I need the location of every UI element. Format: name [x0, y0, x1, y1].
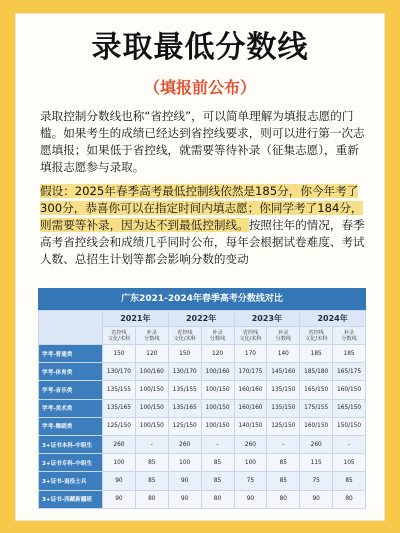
score-cell: 120 [201, 345, 234, 363]
row-category: 3+证书-西藏新疆班 [39, 490, 103, 508]
score-cell: 90 [168, 472, 201, 490]
score-cell: - [135, 435, 168, 453]
score-cell: 100 [168, 454, 201, 472]
score-cell: 100/150 [201, 381, 234, 399]
intro-paragraph: 录取控制分数线也称“省控线”，可以简单理解为填报志愿的门槛。如果考生的成绩已经达到省控线要求，则可以进行第一次志愿填报；如果低于省控线，就需要等待补录（征集志愿），重新填报志愿参与录取。 [40, 109, 365, 174]
table-row [39, 454, 366, 472]
score-cell: 165/150 [333, 399, 366, 417]
score-cell: 260 [234, 435, 267, 453]
table-row [39, 345, 366, 363]
score-cell: 150/150 [333, 417, 366, 435]
score-cell: 100/150 [201, 417, 234, 435]
score-cell: 150 [168, 345, 201, 363]
score-cell: 260 [168, 435, 201, 453]
score-cell: 165/175 [333, 363, 366, 381]
score-cell: 160/160 [234, 381, 267, 399]
subheader-supplement-line: 补录 分数线 [267, 327, 300, 345]
year-header: 2024年 [300, 311, 366, 327]
year-header: 2023年 [234, 311, 300, 327]
score-cell: 80 [135, 490, 168, 508]
score-cell: 90 [234, 490, 267, 508]
score-cell: - [267, 435, 300, 453]
score-cell: 150 [103, 345, 136, 363]
score-cell: 90 [103, 472, 136, 490]
score-cell: 80 [267, 490, 300, 508]
score-cell: 185 [333, 345, 366, 363]
score-cell: 80 [201, 490, 234, 508]
score-cell: 145/160 [267, 363, 300, 381]
score-cell: 85 [267, 472, 300, 490]
score-cell: - [201, 435, 234, 453]
subheader-control-line: 省控线 文化/术科 [103, 327, 136, 345]
score-cell: 140 [267, 345, 300, 363]
score-cell: 100/150 [135, 417, 168, 435]
score-cell: 135/150 [267, 399, 300, 417]
row-category: 学考-普通类 [39, 345, 103, 363]
score-cell: 135/165 [103, 399, 136, 417]
subheader-supplement-line: 补录 分数线 [201, 327, 234, 345]
score-cell: 140/150 [234, 417, 267, 435]
score-cell: 185 [300, 345, 333, 363]
page-subtitle: （填报前公布） [143, 78, 256, 97]
page-title: 录取最低分数线 [91, 30, 309, 65]
score-cell: 260 [103, 435, 136, 453]
table-row [39, 399, 366, 417]
score-cell: 100/150 [135, 399, 168, 417]
score-cell: 85 [267, 454, 300, 472]
example-rest: 按照往年的情况，春季高考省控线会和成绩几乎同时公布，每年会根据试卷难度、考试人数、总招生计划等都会影响分数的变动 [40, 218, 365, 266]
score-cell: 90 [168, 490, 201, 508]
row-category: 3+证书-退役士兵 [39, 472, 103, 490]
table-row [39, 472, 366, 490]
score-table [38, 288, 366, 504]
score-cell: 85 [135, 454, 168, 472]
highlighted-example: 假设：2025年春季高考最低控制线依然是185分，你今年考了300分，恭喜你可以在指定时间内填志愿；你同学考了184分，则需要等补录，因为达不到最低控制线。 [40, 184, 363, 232]
table-row [39, 381, 366, 399]
score-cell: 125/150 [103, 417, 136, 435]
score-cell: 100 [103, 454, 136, 472]
score-cell: 170 [234, 345, 267, 363]
score-cell: 260 [300, 435, 333, 453]
row-category: 学考-音乐类 [39, 381, 103, 399]
score-cell: 100/150 [201, 399, 234, 417]
example-paragraph [40, 183, 372, 268]
score-cell: 90 [103, 490, 136, 508]
score-cell: 170/175 [234, 363, 267, 381]
score-cell: 135/155 [168, 381, 201, 399]
table-body [39, 345, 366, 509]
score-cell: 100/150 [135, 381, 168, 399]
row-category: 学考-体育类 [39, 363, 103, 381]
score-cell: 135/165 [168, 399, 201, 417]
score-cell: 100 [234, 454, 267, 472]
score-cell: 75 [300, 472, 333, 490]
table-row [39, 417, 366, 435]
score-cell: 125/150 [168, 417, 201, 435]
score-cell: - [333, 435, 366, 453]
year-header: 2022年 [168, 311, 234, 327]
score-cell: 160/150 [333, 381, 366, 399]
score-cell: 160/150 [300, 417, 333, 435]
subheader-control-line: 省控线 文化/术科 [168, 327, 201, 345]
row-category: 3+证书本科-中职生 [39, 435, 103, 453]
score-cell: 185/180 [300, 363, 333, 381]
score-cell: 125/150 [267, 417, 300, 435]
score-cell: 120 [135, 345, 168, 363]
subheader-supplement-line: 补录 分数线 [135, 327, 168, 345]
score-cell: 90 [300, 490, 333, 508]
score-cell: 85 [201, 454, 234, 472]
subheader-supplement-line: 补录 分数线 [333, 327, 366, 345]
year-header-row [39, 311, 366, 327]
score-cell: 135/155 [103, 381, 136, 399]
table-row [39, 363, 366, 381]
score-cell: 165/150 [300, 381, 333, 399]
score-cell: 135/150 [267, 381, 300, 399]
score-cell: 100/160 [135, 363, 168, 381]
row-category: 学考-美术类 [39, 399, 103, 417]
subheader-control-line: 省控线 文化/术科 [234, 327, 267, 345]
row-category: 学考-舞蹈类 [39, 417, 103, 435]
score-cell: 85 [333, 472, 366, 490]
corner-cell [39, 311, 103, 345]
table-row [39, 435, 366, 453]
score-cell: 75 [234, 472, 267, 490]
score-cell: 130/170 [103, 363, 136, 381]
row-category: 3+证书专科-中职生 [39, 454, 103, 472]
year-header: 2021年 [103, 311, 169, 327]
score-cell: 115 [300, 454, 333, 472]
score-grid [38, 310, 366, 509]
score-cell: 85 [201, 472, 234, 490]
score-cell: 80 [333, 490, 366, 508]
subheader-control-line: 省控线 文化/术科 [300, 327, 333, 345]
table-title: 广东2021-2024年春季高考分数线对比 [38, 288, 366, 310]
score-cell: 100/160 [201, 363, 234, 381]
table-row [39, 490, 366, 508]
score-cell: 130/170 [168, 363, 201, 381]
score-cell: 105 [333, 454, 366, 472]
score-cell: 160/160 [234, 399, 267, 417]
score-cell: 85 [135, 472, 168, 490]
score-cell: 175/155 [300, 399, 333, 417]
